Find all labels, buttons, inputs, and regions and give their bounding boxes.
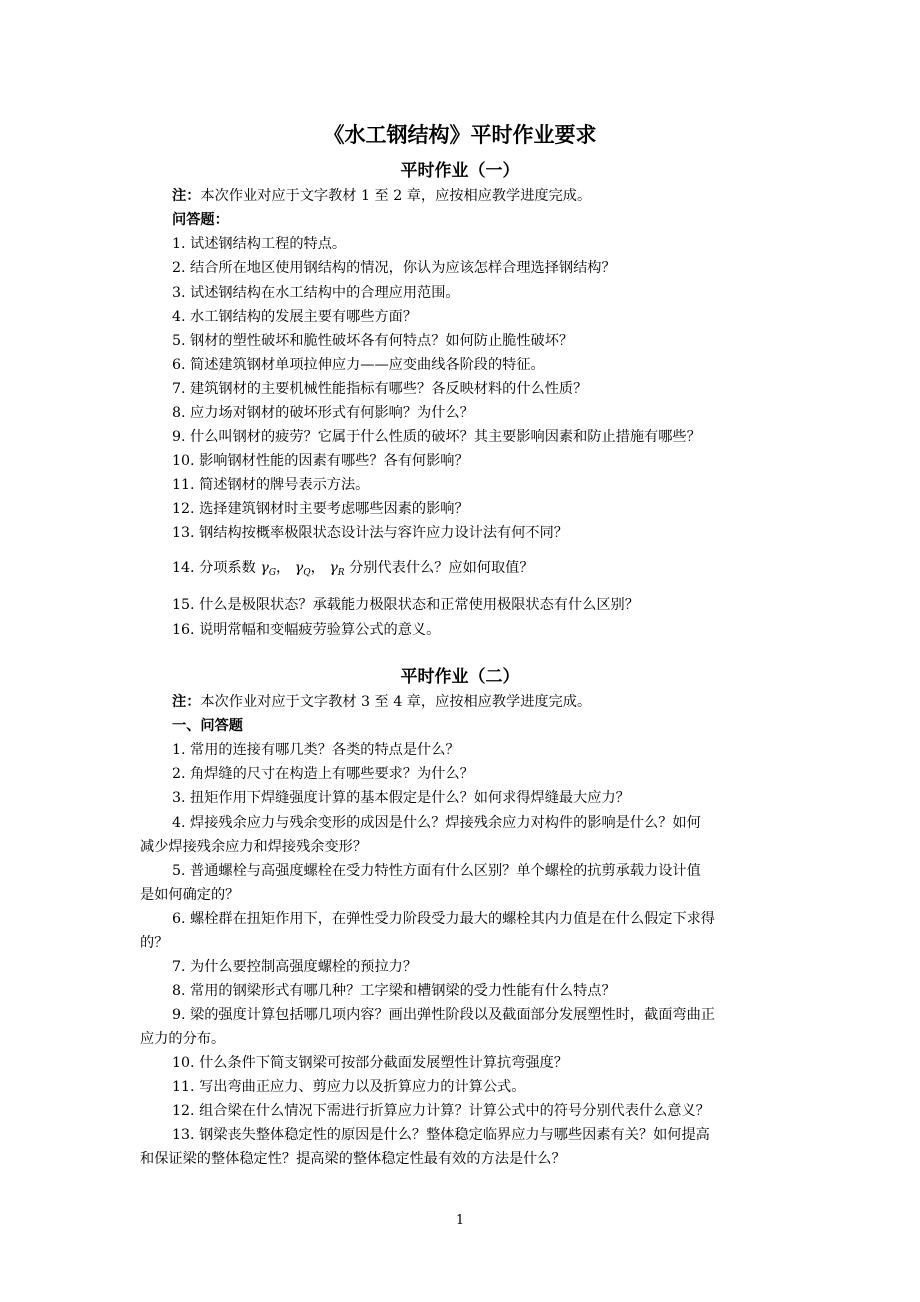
note-text: 本次作业对应于文字教材 3 至 4 章，应按相应教学进度完成。: [200, 694, 592, 710]
list-item: 5. 钢材的塑性破坏和脆性破坏各有何特点？如何防止脆性破坏？: [172, 333, 574, 349]
list-item: 11. 简述钢材的牌号表示方法。: [172, 477, 370, 493]
list-item: 2. 结合所在地区使用钢结构的情况，你认为应该怎样合理选择钢结构？: [172, 260, 616, 276]
section-1-subheading: 问答题：: [172, 212, 229, 228]
list-item: 10. 什么条件下简支钢梁可按部分截面发展塑性计算抗弯强度？: [172, 1055, 568, 1071]
list-item: 3. 扭矩作用下焊缝强度计算的基本假定是什么？如何求得焊缝最大应力？: [172, 790, 630, 806]
list-item: 3. 试述钢结构在水工结构中的合理应用范围。: [172, 285, 460, 301]
list-item: 9. 梁的强度计算包括哪几项内容？画出弹性阶段以及截面部分发展塑性时，截面弯曲正: [172, 1007, 715, 1023]
list-item: 16. 说明常幅和变幅疲劳验算公式的意义。: [172, 622, 441, 638]
list-item: 15. 什么是极限状态？承载能力极限状态和正常使用极限状态有什么区别？: [172, 597, 639, 613]
list-item-continuation: 的？: [140, 935, 169, 951]
subscript: Q: [303, 568, 311, 578]
list-item-continuation: 是如何确定的？: [140, 887, 240, 903]
section-2-subheading: 一、问答题: [172, 718, 243, 734]
list-item: 13. 钢结构按概率极限状态设计法与容许应力设计法有何不同？: [172, 525, 568, 541]
list-item: 10. 影响钢材性能的因素有哪些？各有何影响？: [172, 453, 469, 469]
list-item: 12. 选择建筑钢材时主要考虑哪些因素的影响？: [172, 501, 469, 517]
subscript: G: [268, 568, 277, 578]
list-item: 8. 常用的钢梁形式有哪几种？工字梁和槽钢梁的受力性能有什么特点？: [172, 983, 616, 999]
section-2-note: [172, 692, 792, 712]
list-item-continuation: 和保证梁的整体稳定性？提高梁的整体稳定性最有效的方法是什么？: [140, 1151, 566, 1167]
list-item: 1. 常用的连接有哪几类？各类的特点是什么？: [172, 742, 460, 758]
section-1-note: [172, 186, 792, 206]
gamma-symbol: γ: [294, 560, 304, 576]
note-label: 注：: [172, 188, 201, 204]
separator: ，: [276, 560, 295, 576]
list-item: 2. 角焊缝的尺寸在构造上有哪些要求？为什么？: [172, 766, 474, 782]
list-item: 12. 组合梁在什么情况下需进行折算应力计算？计算公式中的符号分别代表什么意义？: [172, 1103, 710, 1119]
gamma-symbol: γ: [260, 560, 269, 576]
note-label: 注：: [172, 694, 201, 710]
list-item: 6. 螺栓群在扭矩作用下，在弹性受力阶段受力最大的螺栓其内力值是在什么假定下求得: [172, 911, 715, 927]
list-item: 6. 简述建筑钢材单项拉伸应力——应变曲线各阶段的特征。: [172, 357, 545, 373]
gamma-symbol: γ: [329, 560, 338, 576]
list-item: 4. 水工钢结构的发展主要有哪些方面？: [172, 309, 418, 325]
list-item: 1. 试述钢结构工程的特点。: [172, 236, 347, 252]
list-item: 7. 为什么要控制高强度螺栓的预拉力？: [172, 959, 418, 975]
list-item: 11. 写出弯曲正应力、剪应力以及折算应力的计算公式。: [172, 1079, 526, 1095]
section-2-heading: 平时作业（二）: [400, 667, 520, 687]
page-number: 1: [455, 1213, 465, 1228]
list-item: 5. 普通螺栓与高强度螺栓在受力特性方面有什么区别？单个螺栓的抗剪承载力设计值: [172, 863, 701, 879]
list-item: 8. 应力场对钢材的破坏形式有何影响？为什么？: [172, 405, 474, 421]
formula-suffix: 分别代表什么？应如何取值？: [344, 560, 534, 576]
list-item: 4. 焊接残余应力与残余变形的成因是什么？焊接残余应力对构件的影响是什么？如何: [172, 815, 701, 831]
formula-prefix: 14. 分项系数: [172, 560, 261, 576]
document-title: 《水工钢结构》平时作业要求: [323, 123, 597, 147]
list-item: 13. 钢梁丧失整体稳定性的原因是什么？整体稳定临界应力与哪些因素有关？如何提高: [172, 1127, 710, 1143]
subscript: R: [337, 568, 345, 578]
section-1-heading: 平时作业（一）: [400, 161, 520, 181]
list-item: 7. 建筑钢材的主要机械性能指标有哪些？各反映材料的什么性质？: [172, 381, 588, 397]
list-item-continuation: 减少焊接残余应力和焊接残余变形？: [140, 839, 368, 855]
list-item-continuation: 应力的分布。: [140, 1031, 226, 1047]
list-item: 9. 什么叫钢材的疲劳？它属于什么性质的破坏？其主要影响因素和防止措施有哪些？: [172, 429, 701, 445]
separator: ，: [310, 560, 330, 576]
list-item-formula: [172, 558, 792, 583]
note-text: 本次作业对应于文字教材 1 至 2 章，应按相应教学进度完成。: [200, 188, 592, 204]
